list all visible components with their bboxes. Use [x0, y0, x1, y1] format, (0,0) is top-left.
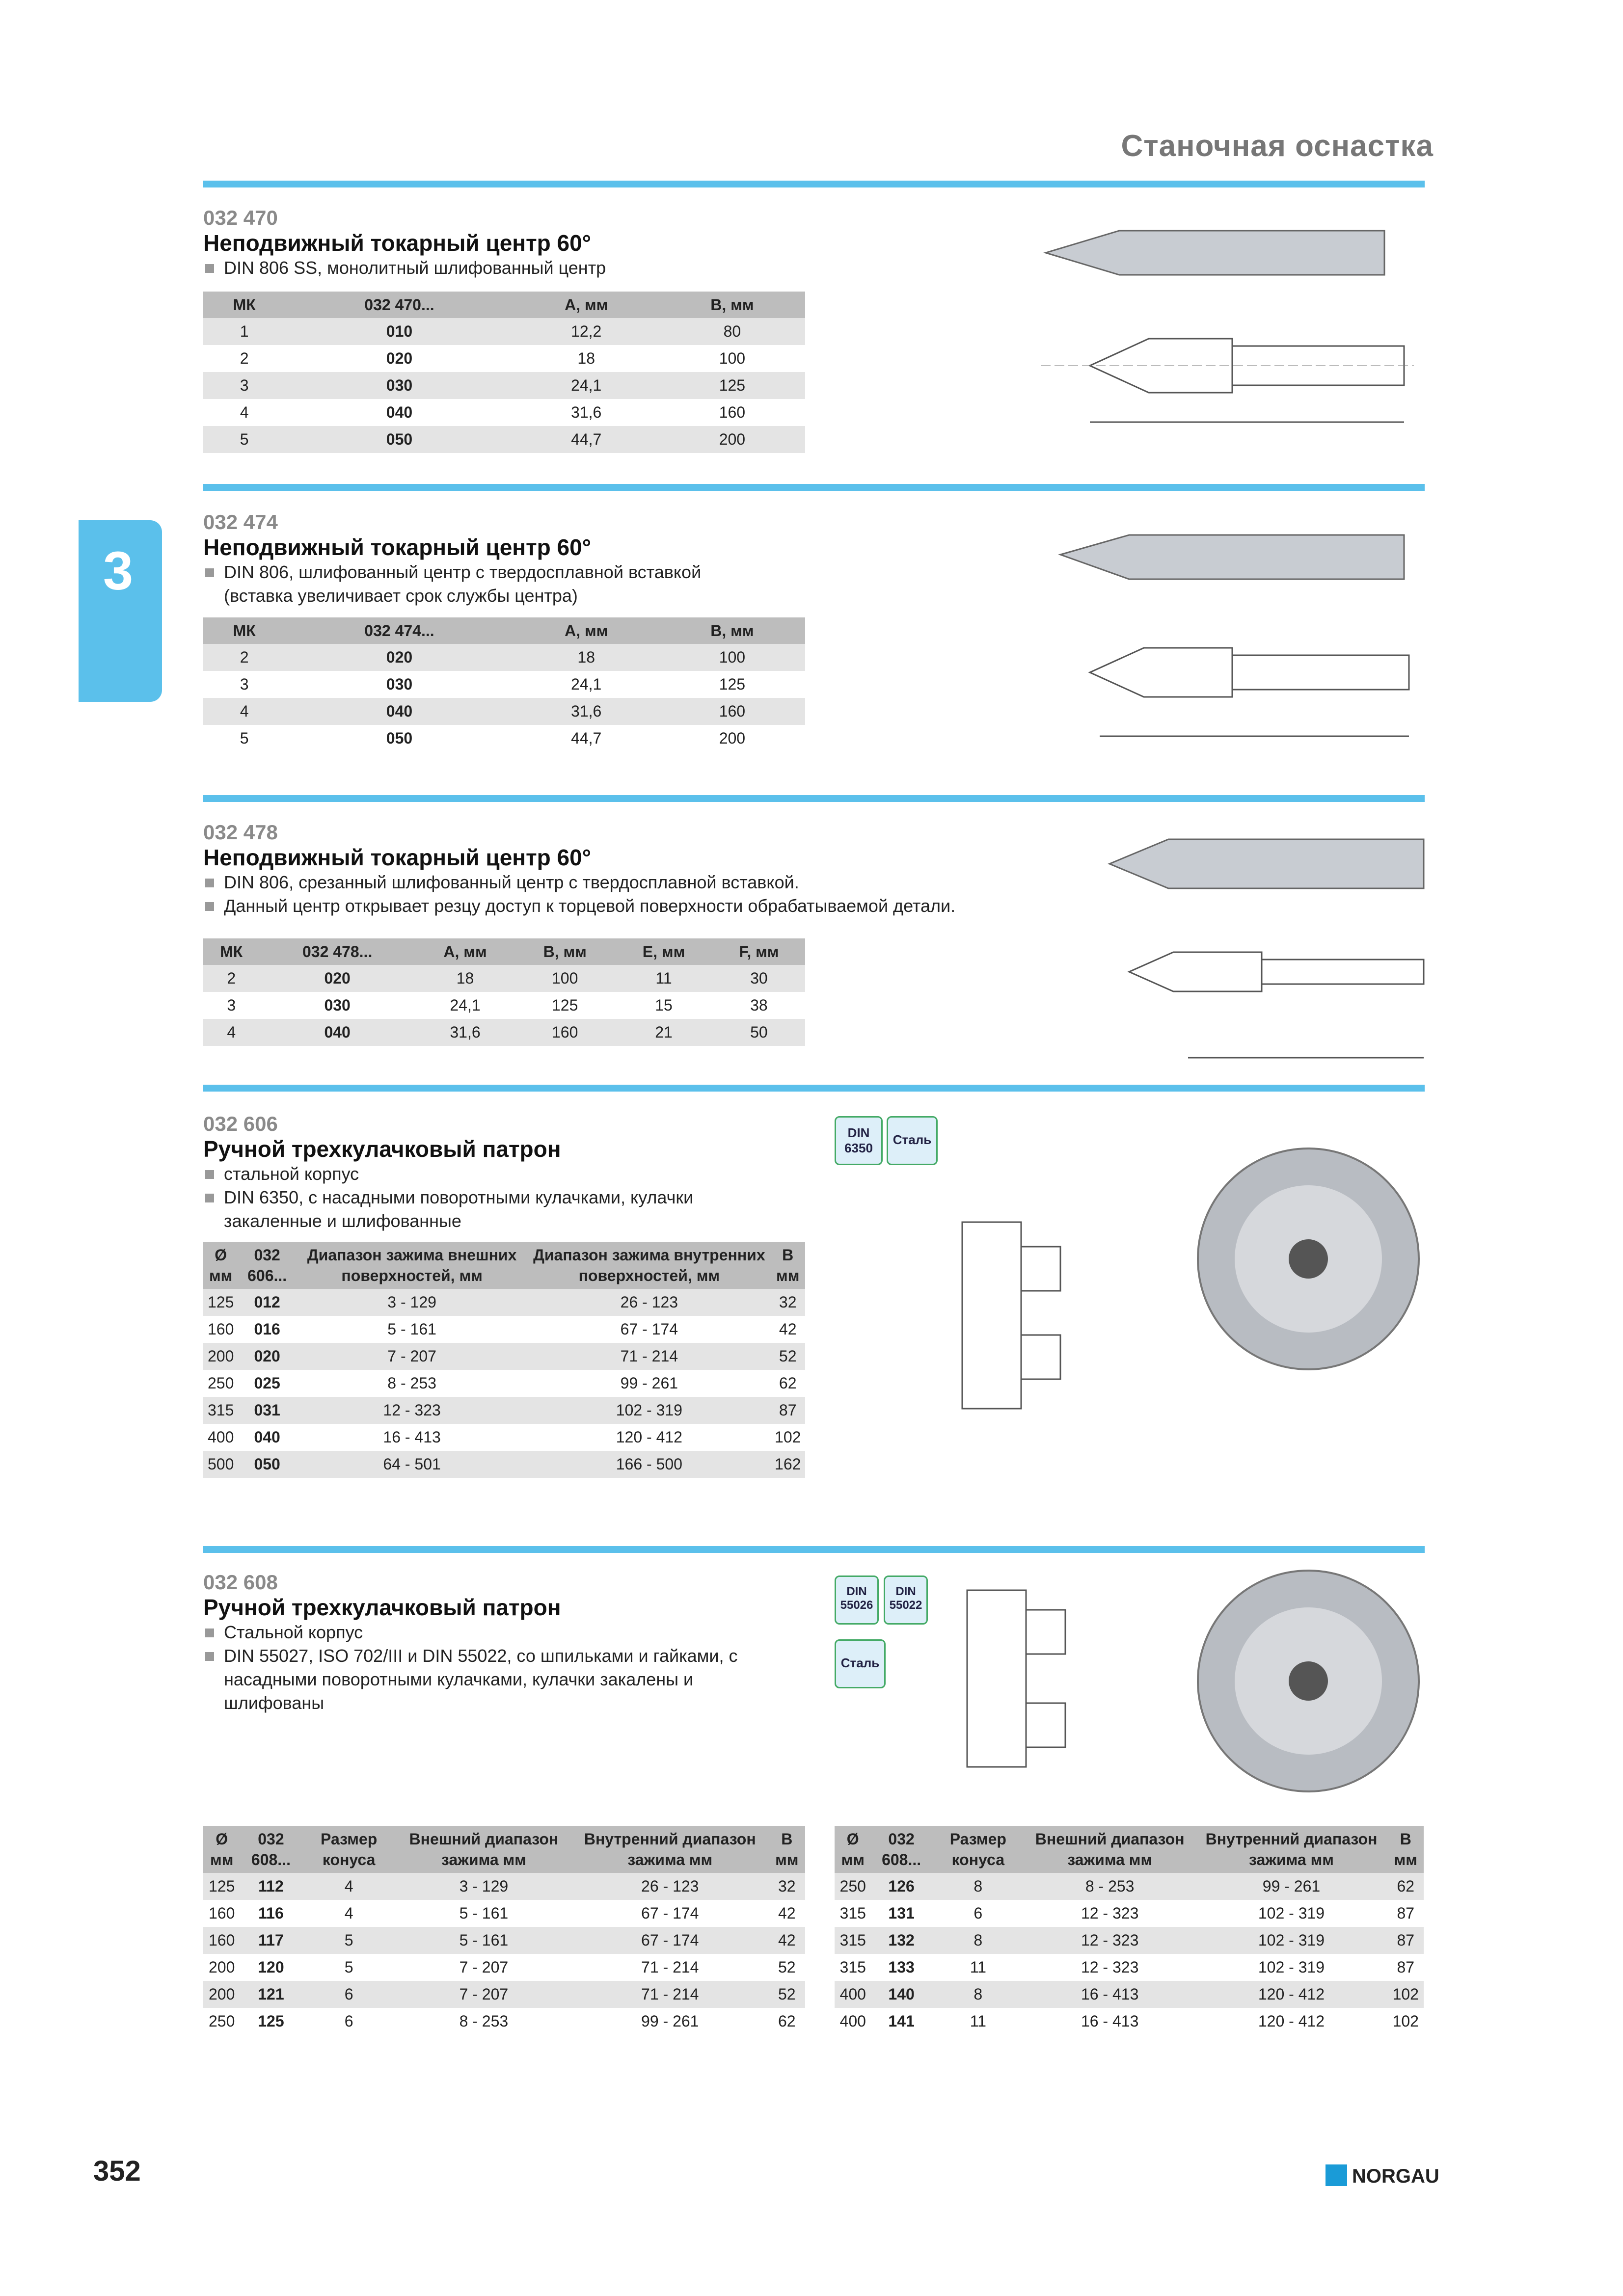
- center-cut-illustration: [1100, 829, 1434, 1075]
- table-cell: 7 - 207: [459, 1958, 509, 1976]
- table-cell: 4: [203, 698, 285, 725]
- column-header: В, мм: [515, 938, 615, 965]
- table-row: [203, 992, 805, 1019]
- column-header: В мм: [1388, 1826, 1424, 1873]
- column-header: Диапазон зажима внешних поверхностей, мм: [296, 1242, 528, 1289]
- table-cell: 315: [839, 1904, 866, 1922]
- chuck-drawing-2: [952, 1580, 1129, 1777]
- column-header: А, мм: [415, 938, 515, 965]
- table-cell: 016: [254, 1320, 280, 1338]
- table-row: [203, 1370, 805, 1397]
- table-row: [835, 2008, 1424, 2035]
- table-cell: 62: [779, 1374, 797, 1392]
- table-cell: 040: [254, 1428, 280, 1446]
- table-cell: 15: [655, 996, 673, 1014]
- chuck-photo-2: [1193, 1566, 1424, 1796]
- table-cell: 200: [203, 1343, 238, 1370]
- table-cell: 121: [240, 1981, 301, 2008]
- table-row: [835, 1927, 1424, 1954]
- bullet-item: DIN 6350, с насадными поворотными кулачками, кулачки закаленные и шлифованные: [203, 1186, 768, 1233]
- column-header: Диапазон зажима внутренних поверхностей, мм: [528, 1242, 770, 1289]
- table-cell: 24,1: [450, 996, 481, 1014]
- table-cell: 020: [285, 644, 513, 671]
- table-cell: 3 - 129: [396, 1873, 571, 1900]
- table-cell: 050: [285, 426, 513, 453]
- column-header: 032 608...: [871, 1826, 931, 1873]
- table-cell: 16 - 413: [1081, 2012, 1139, 2030]
- table-cell: 24,1: [514, 372, 659, 399]
- logo-icon: [1325, 2164, 1347, 2186]
- table-cell: 102: [775, 1428, 801, 1446]
- table-cell: 400: [839, 2012, 866, 2030]
- table-cell: 131: [888, 1904, 915, 1922]
- table-cell: 020: [386, 349, 413, 367]
- table-cell: 162: [770, 1451, 805, 1478]
- bullet-item: DIN 806 SS, монолитный шлифованный центр: [203, 256, 805, 280]
- table-cell: 32: [770, 1289, 805, 1316]
- table-cell: 315: [835, 1927, 871, 1954]
- table-cell: 200: [659, 426, 805, 453]
- table-cell: 6: [301, 1981, 396, 2008]
- table-cell: 11: [970, 1958, 986, 1976]
- table-cell: 400: [207, 1428, 234, 1446]
- section-032470: 032 470 Неподвижный токарный центр 60° DIN 806 SS, монолитный шлифованный центр МК 032 470... А, мм В, мм 1 010 12,2 80 2 020 18 100 3 030 24,1 125 4 040 31,6 160 5 050 44,7 200: [203, 206, 805, 453]
- bullet-item: Данный центр открывает резцу доступ к торцевой поверхности обрабатываемой детали.: [203, 894, 955, 918]
- table-row: [203, 1451, 805, 1478]
- table-row: [203, 372, 805, 399]
- table-cell: 100: [719, 349, 746, 367]
- column-header: В, мм: [659, 617, 805, 644]
- table-cell: 12 - 323: [296, 1397, 528, 1424]
- column-header: Ø мм: [203, 1826, 240, 1873]
- table-cell: 16 - 413: [383, 1428, 441, 1446]
- table-cell: 52: [770, 1343, 805, 1370]
- table-cell: 010: [285, 318, 513, 345]
- table-cell: 8: [932, 1981, 1025, 2008]
- table-cell: 102: [1388, 1981, 1424, 2008]
- table-cell: 166 - 500: [528, 1451, 770, 1478]
- table-cell: 12 - 323: [1081, 1958, 1139, 1976]
- column-header: Внутренний диапазон зажима мм: [1195, 1826, 1387, 1873]
- chuck-drawing: [947, 1212, 1154, 1418]
- table-cell: 8 - 253: [459, 2012, 509, 2030]
- column-header: Размер конуса: [932, 1826, 1025, 1873]
- table-cell: 5 - 161: [459, 1904, 509, 1922]
- table-cell: 4: [203, 1019, 259, 1046]
- table-cell: 7 - 207: [296, 1343, 528, 1370]
- table-cell: 62: [778, 2012, 796, 2030]
- column-header: МК: [203, 938, 259, 965]
- spec-table: [203, 1242, 805, 1478]
- table-row: [203, 698, 805, 725]
- table-row: [203, 725, 805, 752]
- table-cell: 2: [240, 349, 249, 367]
- table-cell: 050: [238, 1451, 296, 1478]
- table-cell: 012: [238, 1289, 296, 1316]
- table-cell: 125: [659, 372, 805, 399]
- column-header: Внешний диапазон зажима мм: [396, 1826, 571, 1873]
- table-cell: 8 - 253: [1025, 1873, 1195, 1900]
- table-cell: 500: [203, 1451, 238, 1478]
- table-cell: 132: [871, 1927, 931, 1954]
- table-cell: 120 - 412: [616, 1428, 682, 1446]
- table-row: [203, 1981, 805, 2008]
- table-cell: 6: [974, 1904, 983, 1922]
- table-cell: 102 - 319: [1195, 1927, 1387, 1954]
- table-cell: 44,7: [571, 729, 602, 747]
- table-cell: 200: [209, 1958, 235, 1976]
- bullet-item: DIN 806, срезанный шлифованный центр с твердосплавной вставкой.: [203, 871, 955, 894]
- table-row: [203, 399, 805, 426]
- table-cell: 140: [871, 1981, 931, 2008]
- spec-table: [203, 617, 805, 752]
- bullet-item: стальной корпус: [203, 1162, 768, 1186]
- table-row: [203, 318, 805, 345]
- table-cell: 71 - 214: [571, 1981, 769, 2008]
- table-cell: 160: [515, 1019, 615, 1046]
- table-cell: 12,2: [514, 318, 659, 345]
- table-cell: 3: [227, 996, 236, 1014]
- table-row: [203, 671, 805, 698]
- column-header: МК: [203, 617, 285, 644]
- table-cell: 160: [203, 1927, 240, 1954]
- table-row: [835, 1873, 1424, 1900]
- bullet-item: DIN 55027, ISO 702/III и DIN 55022, со шпильками и гайками, с насадными поворотными кулачками, кулачки закалены и шлифованы: [203, 1644, 758, 1715]
- table-cell: 120: [258, 1958, 284, 1976]
- table-cell: 3: [203, 372, 285, 399]
- column-header: Ø мм: [835, 1826, 871, 1873]
- table-cell: 125: [203, 1289, 238, 1316]
- column-header: Размер конуса: [301, 1826, 396, 1873]
- table-cell: 87: [1397, 1904, 1415, 1922]
- section-032478: 032 478 Неподвижный токарный центр 60° DIN 806, срезанный шлифованный центр с твердосплавной вставкой. Данный центр открывает резцу доступ к торцевой поверхности обрабатываемой детали. МК 032 478... А, мм В, мм Е, мм F, мм 2 020 18 100 11 30 3 030 24,1 125 15 38 4 040 31,6 160 21 50: [203, 821, 955, 1046]
- table-row: [203, 1397, 805, 1424]
- table-cell: 42: [778, 1904, 796, 1922]
- table-cell: 100: [515, 965, 615, 992]
- table-cell: 200: [719, 729, 746, 747]
- table-cell: 100: [659, 644, 805, 671]
- column-header: МК: [203, 292, 285, 318]
- table-row: [203, 1927, 805, 1954]
- column-header: В мм: [770, 1242, 805, 1289]
- table-row: [203, 1019, 805, 1046]
- table-cell: 8: [932, 1873, 1025, 1900]
- table-cell: 12 - 323: [1025, 1927, 1195, 1954]
- table-row: [203, 2008, 805, 2035]
- table-cell: 67 - 174: [620, 1320, 678, 1338]
- table-cell: 030: [386, 675, 413, 693]
- table-cell: 2: [203, 644, 285, 671]
- center-illustration: [1021, 216, 1424, 452]
- table-cell: 5: [301, 1927, 396, 1954]
- table-cell: 26 - 123: [528, 1289, 770, 1316]
- table-cell: 141: [888, 2012, 915, 2030]
- table-cell: 38: [750, 996, 768, 1014]
- table-cell: 52: [778, 1958, 796, 1976]
- steel-badge: Сталь: [887, 1116, 938, 1165]
- table-cell: 125: [719, 675, 746, 693]
- table-cell: 125: [203, 1873, 240, 1900]
- section-032474: 032 474 Неподвижный токарный центр 60° DIN 806, шлифованный центр с твердосплавной вставкой (вставка увеличивает срок службы центра) МК 032 474... А, мм В, мм 2 020 18 100 3 030 24,1 125 4 040 31,6 160 5 050 44,7 200: [203, 510, 805, 752]
- table-cell: 250: [835, 1873, 871, 1900]
- table-row: [203, 1954, 805, 1981]
- table-cell: 30: [713, 965, 805, 992]
- column-header: В мм: [769, 1826, 805, 1873]
- table-cell: 5 - 161: [387, 1320, 436, 1338]
- table-cell: 160: [207, 1320, 234, 1338]
- table-cell: 99 - 261: [620, 1374, 678, 1392]
- table-cell: 1: [203, 318, 285, 345]
- table-cell: 102 - 319: [1258, 1904, 1325, 1922]
- table-cell: 160: [209, 1904, 235, 1922]
- chuck-photo: [1193, 1144, 1424, 1374]
- column-header: В, мм: [659, 292, 805, 318]
- table-row: [203, 1343, 805, 1370]
- bullet-item: DIN 806, шлифованный центр с твердосплавной вставкой (вставка увеличивает срок службы центра): [203, 561, 768, 608]
- column-header: А, мм: [514, 617, 659, 644]
- table-cell: 3: [240, 675, 249, 693]
- table-cell: 18: [577, 349, 595, 367]
- table-row: [203, 345, 805, 372]
- table-cell: 102 - 319: [1258, 1958, 1325, 1976]
- table-cell: 71 - 214: [528, 1343, 770, 1370]
- table-cell: 125: [258, 2012, 284, 2030]
- table-row: [203, 426, 805, 453]
- table-cell: 040: [259, 1019, 415, 1046]
- table-cell: 031: [238, 1397, 296, 1424]
- column-header: 032 606...: [238, 1242, 296, 1289]
- brand: NORGAU: [1352, 2165, 1439, 2187]
- din-badge: DIN 55026: [835, 1575, 879, 1625]
- table-cell: 87: [770, 1397, 805, 1424]
- table-cell: 250: [209, 2012, 235, 2030]
- table-cell: 126: [871, 1873, 931, 1900]
- table-row: [203, 965, 805, 992]
- table-cell: 62: [1388, 1873, 1424, 1900]
- table-cell: 5: [203, 426, 285, 453]
- column-header: Внутренний диапазон зажима мм: [571, 1826, 769, 1873]
- column-header: А, мм: [514, 292, 659, 318]
- table-cell: 80: [659, 318, 805, 345]
- table-cell: 7 - 207: [396, 1981, 571, 2008]
- table-cell: 040: [285, 698, 513, 725]
- table-cell: 315: [839, 1958, 866, 1976]
- table-cell: 3 - 129: [296, 1289, 528, 1316]
- table-cell: 117: [240, 1927, 301, 1954]
- table-cell: 025: [254, 1374, 280, 1392]
- table-cell: 133: [888, 1958, 915, 1976]
- table-cell: 4: [301, 1873, 396, 1900]
- table-cell: 030: [324, 996, 351, 1014]
- table-cell: 315: [203, 1397, 238, 1424]
- table-cell: 125: [552, 996, 578, 1014]
- section-032606: 032 606 Ручной трехкулачковый патрон стальной корпус DIN 6350, с насадными поворотными кулачками, кулачки закаленные и шлифованные Ø мм 032 606... Диапазон зажима внешних поверхностей, мм Диапазон зажима внутренних поверхностей, мм В мм 125 012 3 - 129 26 - 123 32 160 016 5 - 161 67 - 174 42 200 020 7 - 207 71 - 214 52 250 025 8 - 253 99 - 261 62 315 031 12 - 323 102 - 319 87 400 040 16 - 413 120 - 412 102 500 050 64 - 501 166 - 500 162: [203, 1112, 805, 1478]
- table-cell: 160: [659, 698, 805, 725]
- table-right: [835, 1826, 1424, 2035]
- table-cell: 26 - 123: [571, 1873, 769, 1900]
- table-cell: 44,7: [514, 426, 659, 453]
- spec-table: [203, 292, 805, 453]
- table-cell: 5: [240, 729, 249, 747]
- table-cell: 040: [386, 403, 413, 421]
- din-badge: DIN 55022: [884, 1575, 928, 1625]
- table-cell: 31,6: [571, 403, 602, 421]
- chapter-tab[interactable]: 3: [79, 520, 162, 702]
- table-row: [835, 1954, 1424, 1981]
- table-cell: 030: [285, 372, 513, 399]
- table-row: [203, 1900, 805, 1927]
- table-cell: 52: [769, 1981, 805, 2008]
- column-header: Ø мм: [203, 1242, 238, 1289]
- table-cell: 12 - 323: [1081, 1904, 1139, 1922]
- table-cell: 71 - 214: [641, 1958, 699, 1976]
- table-cell: 200: [203, 1981, 240, 2008]
- section-032608: 032 608 Ручной трехкулачковый патрон Стальной корпус DIN 55027, ISO 702/III и DIN 55022, со шпильками и гайками, с насадными поворотными кулачками, кулачки закалены и шлифованы: [203, 1571, 758, 1715]
- table-cell: 32: [769, 1873, 805, 1900]
- table-cell: 99 - 261: [641, 2012, 699, 2030]
- page-header: Станочная оснастка: [1121, 129, 1434, 163]
- table-cell: 64 - 501: [296, 1451, 528, 1478]
- column-header: 032 470...: [285, 292, 513, 318]
- table-left: [203, 1826, 805, 2035]
- center-carbide-illustration: [1021, 520, 1424, 756]
- din-badge: DIN 6350: [835, 1116, 883, 1165]
- table-cell: 18: [514, 644, 659, 671]
- table-cell: 11: [615, 965, 712, 992]
- table-cell: 250: [207, 1374, 234, 1392]
- table-cell: 4: [240, 403, 249, 421]
- table-cell: 5: [344, 1958, 353, 1976]
- table-cell: 2: [203, 965, 259, 992]
- table-cell: 8: [932, 1927, 1025, 1954]
- table-cell: 102 - 319: [528, 1397, 770, 1424]
- column-header: 032 608...: [240, 1826, 301, 1873]
- table-cell: 050: [386, 729, 413, 747]
- table-cell: 42: [769, 1927, 805, 1954]
- table-cell: 31,6: [514, 698, 659, 725]
- table-cell: 8 - 253: [387, 1374, 436, 1392]
- table-row: [203, 1873, 805, 1900]
- table-row: [835, 1900, 1424, 1927]
- table-cell: 160: [719, 403, 746, 421]
- table-cell: 020: [238, 1343, 296, 1370]
- page-number: 352: [93, 2155, 141, 2187]
- table-cell: 6: [344, 2012, 353, 2030]
- table-row: [203, 1289, 805, 1316]
- column-header: Внешний диапазон зажима мм: [1025, 1826, 1195, 1873]
- table-cell: 020: [259, 965, 415, 992]
- table-cell: 120 - 412: [1195, 1981, 1387, 2008]
- table-cell: 400: [835, 1981, 871, 2008]
- spec-table: [203, 938, 805, 1046]
- table-row: [203, 644, 805, 671]
- table-cell: 67 - 174: [641, 1904, 699, 1922]
- divider: [203, 181, 1425, 187]
- table-cell: 102: [1392, 2012, 1419, 2030]
- table-cell: 87: [1388, 1927, 1424, 1954]
- table-cell: 112: [240, 1873, 301, 1900]
- table-cell: 67 - 174: [571, 1927, 769, 1954]
- table-row: [203, 1316, 805, 1343]
- table-cell: 87: [1397, 1958, 1415, 1976]
- column-header: F, мм: [713, 938, 805, 965]
- table-cell: 120 - 412: [1258, 2012, 1325, 2030]
- table-cell: 42: [779, 1320, 797, 1338]
- steel-badge: Сталь: [835, 1639, 886, 1688]
- bullet-item: Стальной корпус: [203, 1621, 758, 1644]
- table-cell: 116: [258, 1904, 284, 1922]
- column-header: 032 478...: [259, 938, 415, 965]
- table-cell: 4: [344, 1904, 353, 1922]
- table-cell: 18: [415, 965, 515, 992]
- table-cell: 21: [615, 1019, 712, 1046]
- table-row: [835, 1981, 1424, 2008]
- table-cell: 5 - 161: [396, 1927, 571, 1954]
- table-row: [203, 1424, 805, 1451]
- table-cell: 16 - 413: [1025, 1981, 1195, 2008]
- column-header: 032 474...: [285, 617, 513, 644]
- table-cell: 31,6: [415, 1019, 515, 1046]
- column-header: Е, мм: [615, 938, 712, 965]
- table-cell: 99 - 261: [1195, 1873, 1387, 1900]
- table-cell: 50: [713, 1019, 805, 1046]
- table-cell: 24,1: [571, 675, 602, 693]
- table-cell: 11: [970, 2012, 986, 2030]
